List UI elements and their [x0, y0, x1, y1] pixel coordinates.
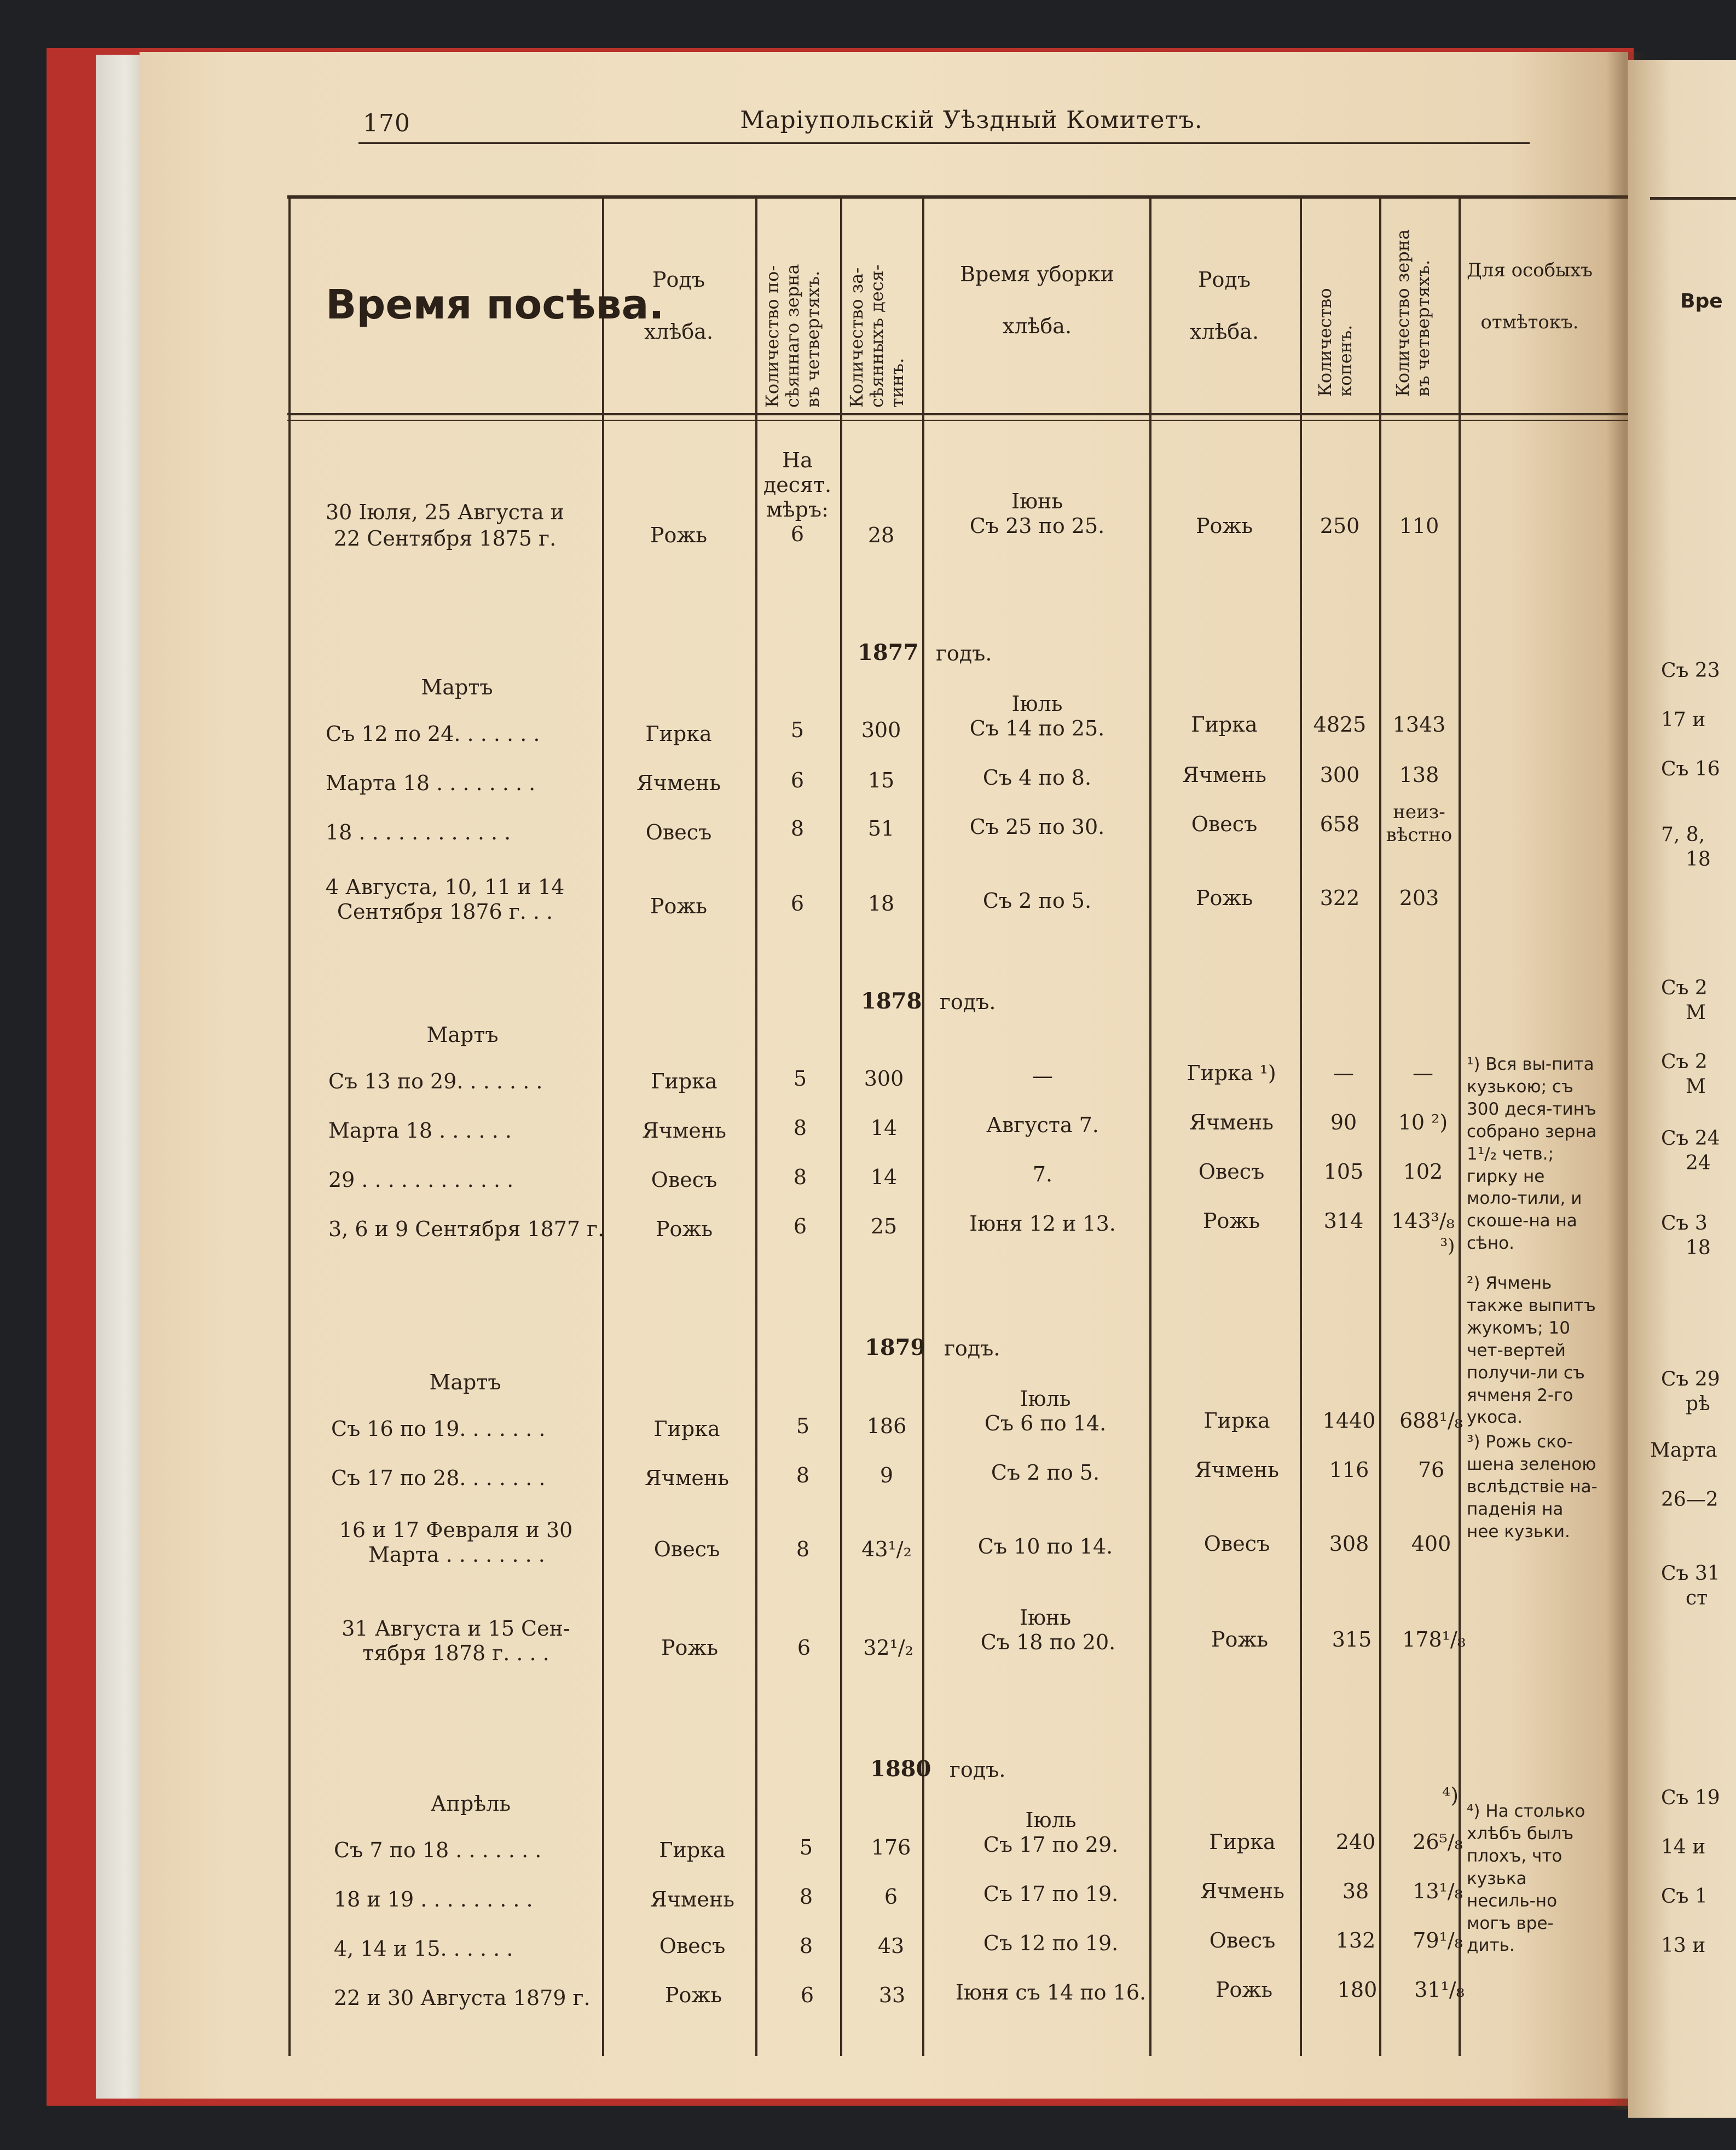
header-bottom-rule2	[287, 420, 1736, 421]
row-kopen: 132	[1335, 1928, 1376, 1952]
row-grain-qty: 31¹/₈	[1414, 1978, 1465, 2002]
facing-page-line: 13 и	[1661, 1934, 1706, 1957]
row-kopen: 250	[1320, 514, 1360, 538]
row-sowing-time: 18 и 19 . . . . . . . . .	[334, 1887, 533, 1911]
row-sowing-time: 3, 6 и 9 Сентября 1877 г.	[328, 1217, 605, 1241]
col-header-grain-kind: хлѣба.	[644, 320, 714, 344]
row-grain-qty: неиз-	[1393, 801, 1445, 823]
month-label: Апрѣль	[430, 1792, 511, 1816]
facing-page-line: 14 и	[1661, 1836, 1706, 1858]
row-dessiatines: 186	[866, 1414, 907, 1438]
row-grain-kind-2: Гирка ¹)	[1187, 1061, 1276, 1085]
col-divider	[602, 195, 604, 2056]
row-sowing-time: 4 Августа, 10, 11 и 14	[325, 875, 565, 899]
row-seed-qty: 6	[800, 1983, 814, 2007]
harvest-month-label: Іюль	[1025, 1808, 1077, 1832]
facing-page-line: Съ 19	[1661, 1787, 1720, 1809]
col-header-harvest-time: Время уборки	[960, 262, 1114, 286]
row-seed-qty: 5	[796, 1414, 810, 1438]
row-grain-qty: 400	[1411, 1532, 1451, 1556]
row-kopen: 90	[1330, 1110, 1357, 1134]
row-grain-qty: 1343	[1392, 712, 1446, 737]
row-seed-qty: 8	[796, 1463, 810, 1487]
row-seed-qty: 8	[799, 1885, 813, 1909]
row-harvest-time: Съ 25 по 30.	[969, 815, 1105, 839]
year-heading-suffix: годъ.	[940, 990, 996, 1014]
row-harvest-time: Съ 12 по 19.	[983, 1931, 1119, 1955]
row-sowing-time: Сентября 1876 г. . .	[337, 900, 553, 924]
row-seed-qty: 6	[790, 768, 805, 792]
footnote-2: ²) Ячмень также выпитъ жукомъ; 10 чет-вертей получи-ли съ ячменя 2-го укоса.	[1467, 1273, 1596, 1428]
row-grain-qty: —	[1413, 1061, 1433, 1085]
book-page	[140, 52, 1628, 2099]
row-sowing-time: 4, 14 и 15. . . . . .	[334, 1937, 513, 1961]
row-grain-qty: ³)	[1440, 1235, 1455, 1257]
year-heading-suffix: годъ.	[950, 1758, 1006, 1782]
facing-page-line: М	[1686, 1001, 1706, 1024]
row-kopen: 314	[1323, 1209, 1364, 1233]
row-grain-kind: Рожь	[661, 1636, 719, 1660]
facing-page-line: Съ 2	[1661, 1051, 1708, 1073]
row-grain-kind: Рожь	[655, 1217, 713, 1241]
col-header-grain-kind: Родъ	[652, 268, 705, 292]
row-harvest-time: Іюня съ 14 по 16.	[955, 1980, 1147, 2004]
row-harvest-time: —	[1032, 1064, 1053, 1088]
row-grain-kind: Ячмень	[642, 1119, 726, 1143]
row-kopen: 38	[1342, 1879, 1369, 1903]
row-grain-qty: 76	[1417, 1458, 1445, 1482]
footnote-marker: ⁴)	[1442, 1783, 1459, 1807]
row-grain-qty: 102	[1403, 1160, 1443, 1184]
row-harvest-time: Съ 2 по 5.	[982, 889, 1092, 913]
row-grain-qty: 110	[1399, 514, 1439, 538]
row-grain-kind: Овесъ	[651, 1168, 717, 1192]
row-grain-kind-2: Овесъ	[1198, 1160, 1265, 1184]
table-top-rule	[287, 195, 1736, 199]
row-grain-qty: 138	[1399, 763, 1439, 787]
row-grain-qty: 13¹/₈	[1413, 1879, 1463, 1903]
col-divider	[1300, 195, 1302, 2056]
year-heading-suffix: годъ.	[944, 1336, 1000, 1360]
col-divider	[1379, 195, 1381, 2056]
col-header-grain-qty: Количество зерна въ четвертяхъ.	[1392, 229, 1433, 397]
col-divider	[840, 195, 842, 2056]
harvest-month-label: Іюль	[1020, 1387, 1071, 1411]
row-seed-qty: 6	[790, 522, 805, 546]
facing-page-line: рѣ	[1686, 1393, 1710, 1415]
row-grain-kind-2: Ячмень	[1189, 1110, 1274, 1134]
row-seed-qty: 6	[797, 1636, 811, 1660]
row-sowing-time: 29 . . . . . . . . . . . .	[328, 1168, 514, 1192]
row-seed-qty: 6	[793, 1214, 807, 1238]
row-seed-qty: мѣръ:	[766, 497, 829, 521]
facing-page-line: Съ 31	[1661, 1562, 1720, 1585]
row-dessiatines: 9	[879, 1463, 894, 1487]
row-grain-kind-2: Рожь	[1202, 1209, 1260, 1233]
row-grain-kind: Ячмень	[650, 1887, 734, 1911]
row-harvest-time: Съ 4 по 8.	[982, 766, 1092, 790]
row-dessiatines: 14	[870, 1165, 898, 1189]
facing-page-line: Съ 3	[1661, 1212, 1708, 1235]
row-grain-kind-2: Овесъ	[1209, 1928, 1276, 1952]
row-grain-qty: 143³/₈	[1391, 1209, 1455, 1233]
facing-page-line: Съ 29	[1661, 1368, 1720, 1390]
row-seed-qty: десят.	[763, 473, 832, 497]
col-divider	[755, 195, 757, 2056]
row-dessiatines: 25	[870, 1214, 898, 1238]
row-grain-kind-2: Ячмень	[1200, 1879, 1284, 1903]
row-grain-kind-2: Гирка	[1191, 712, 1258, 737]
row-grain-kind: Овесъ	[645, 820, 712, 844]
header-bottom-rule	[287, 413, 1736, 415]
page-number: 170	[363, 109, 410, 137]
row-kopen: 322	[1320, 886, 1360, 910]
row-grain-kind-2: Рожь	[1195, 514, 1253, 538]
facing-page-line: 7, 8,	[1661, 824, 1705, 846]
row-grain-kind: Гирка	[659, 1838, 726, 1862]
row-harvest-time: Съ 18 по 20.	[980, 1630, 1116, 1654]
row-grain-kind: Ячмень	[645, 1466, 729, 1490]
row-dessiatines: 14	[870, 1116, 898, 1140]
row-grain-qty: 26⁵/₈	[1413, 1830, 1463, 1854]
col-header-harvest-time: хлѣба.	[1002, 314, 1072, 338]
footnote-3: ³) Рожь ско-шена зеленою вслѣдствіе на-паденія на нее кузьки.	[1467, 1432, 1598, 1541]
facing-page-line: Съ 23	[1661, 659, 1720, 682]
col-divider	[1459, 195, 1461, 2056]
row-sowing-time: Марта 18 . . . . . .	[328, 1119, 512, 1143]
row-grain-kind: Ячмень	[636, 771, 721, 795]
row-kopen: 240	[1335, 1830, 1376, 1854]
facing-page-line: Съ 2	[1661, 977, 1708, 999]
col-header-seed-qty: Количество по- сѣяннаго зерна въ четвертяхъ.	[762, 264, 823, 408]
col-divider	[288, 195, 291, 2056]
row-seed-qty: 8	[790, 816, 805, 841]
page-edge-strip	[96, 55, 145, 2099]
year-heading: 1877	[858, 640, 919, 665]
row-harvest-time: Съ 10 по 14.	[977, 1534, 1113, 1558]
row-harvest-month: Іюнь	[1011, 489, 1063, 513]
row-harvest-time: Съ 17 по 29.	[983, 1833, 1119, 1857]
facing-page-line: М	[1686, 1075, 1706, 1098]
row-seed-qty: 8	[799, 1934, 813, 1958]
row-dessiatines: 176	[871, 1835, 911, 1859]
col-header-grain-kind-2: Родъ	[1197, 268, 1251, 292]
row-grain-kind-2: Овесъ	[1191, 812, 1258, 836]
col-divider	[1149, 195, 1151, 2056]
row-dessiatines: 18	[867, 891, 895, 915]
row-harvest-time: Съ 23 по 25.	[969, 514, 1105, 538]
col-header-remarks: отмѣтокъ.	[1480, 311, 1579, 333]
row-dessiatines: 6	[884, 1885, 898, 1909]
month-label: Мартъ	[426, 1023, 499, 1047]
row-kopen: —	[1333, 1061, 1354, 1085]
row-sowing-time: Съ 12 по 24. . . . . . .	[326, 722, 540, 746]
row-dessiatines: 15	[867, 768, 895, 792]
row-sowing-time: Съ 7 по 18 . . . . . . .	[334, 1838, 542, 1862]
row-sowing-time: Съ 16 по 19. . . . . . .	[331, 1417, 546, 1441]
harvest-month-label: Іюнь	[1019, 1606, 1072, 1630]
row-sowing-time: 31 Августа и 15 Сен-	[342, 1616, 570, 1641]
row-grain-qty: вѣстно	[1386, 824, 1453, 846]
row-grain-kind: Гирка	[653, 1417, 720, 1441]
row-grain-kind-2: Овесъ	[1203, 1532, 1270, 1556]
row-sowing-time: Съ 13 по 29. . . . . . .	[328, 1069, 543, 1093]
row-harvest-time: Съ 6 по 14.	[984, 1411, 1107, 1435]
footnote-1: ¹) Вся вы-пита кузькою; съ 300 деся-тинъ собрано зерна 1¹/₂ четв.; гирку не моло-тили, и скоше-на на сѣно.	[1467, 1054, 1597, 1254]
footnote-4: ⁴) На столько хлѣбъ былъ плохъ, что кузька несиль-но могъ вре-дить.	[1467, 1801, 1585, 1956]
header-rule	[358, 142, 1530, 144]
row-grain-kind: Рожь	[650, 894, 708, 918]
row-kopen: 105	[1323, 1160, 1364, 1184]
row-grain-kind: Гирка	[651, 1069, 717, 1093]
facing-page-line: Съ 24	[1661, 1127, 1720, 1150]
year-heading: 1880	[870, 1756, 931, 1782]
facing-page-line: Марта	[1650, 1439, 1717, 1462]
facing-page-heading: Вре	[1680, 290, 1723, 312]
row-kopen: 180	[1337, 1978, 1378, 2002]
row-grain-kind-2: Рожь	[1195, 886, 1253, 910]
row-seed-qty: 5	[793, 1067, 807, 1091]
row-seed-qty: 8	[796, 1537, 810, 1561]
row-grain-kind-2: Ячмень	[1195, 1458, 1279, 1482]
col-header-grain-kind-2: хлѣба.	[1189, 320, 1259, 344]
row-kopen: 300	[1320, 763, 1360, 787]
row-grain-kind-2: Гирка	[1203, 1409, 1270, 1433]
month-label: Мартъ	[421, 675, 493, 699]
row-grain-kind: Рожь	[664, 1983, 722, 2007]
row-kopen: 658	[1320, 812, 1360, 836]
facing-page-line: 24	[1686, 1152, 1711, 1174]
row-dessiatines: 51	[867, 816, 895, 841]
row-grain-qty: 79¹/₈	[1413, 1928, 1463, 1952]
row-seed-qty: 8	[793, 1165, 807, 1189]
row-grain-kind-2: Рожь	[1215, 1978, 1273, 2002]
row-sowing-time: 30 Іюля, 25 Августа и	[325, 500, 565, 524]
facing-page-line: Съ 1	[1661, 1885, 1708, 1908]
row-grain-qty: 688¹/₈	[1399, 1409, 1463, 1433]
facing-page-rule	[1650, 197, 1736, 200]
row-sowing-time: 22 Сентября 1875 г.	[333, 526, 557, 550]
row-grain-kind: Гирка	[645, 722, 712, 746]
row-grain-kind: Рожь	[650, 523, 708, 547]
row-grain-qty: 178¹/₈	[1402, 1627, 1466, 1651]
row-kopen: 1440	[1322, 1409, 1376, 1433]
row-harvest-time: Августа 7.	[986, 1113, 1099, 1137]
row-seed-qty: 8	[793, 1116, 807, 1140]
year-heading: 1879	[865, 1335, 926, 1360]
row-harvest-time: Съ 17 по 19.	[983, 1882, 1119, 1906]
facing-page-line: 26—2	[1661, 1488, 1718, 1511]
facing-page-line: Съ 16	[1661, 758, 1720, 780]
row-harvest-time: Съ 2 по 5.	[991, 1461, 1100, 1485]
row-seed-qty: 5	[790, 718, 805, 742]
facing-page-line: 18	[1686, 1237, 1711, 1259]
month-label: Мартъ	[429, 1370, 501, 1394]
row-grain-kind: Овесъ	[659, 1934, 726, 1958]
row-dessiatines: 32¹/₂	[863, 1636, 913, 1660]
row-kopen: 116	[1329, 1458, 1369, 1482]
facing-page-line: 18	[1686, 848, 1711, 871]
row-kopen: 4825	[1313, 712, 1367, 737]
facing-page-edge	[1628, 60, 1736, 2118]
row-sowing-time: 16 и 17 Февраля и 30	[339, 1518, 573, 1542]
row-sowing-time: тября 1878 г. . . .	[362, 1641, 549, 1665]
row-dessiatines: 28	[867, 523, 895, 547]
year-heading: 1878	[861, 988, 922, 1014]
year-heading-suffix: годъ.	[936, 641, 992, 665]
row-dessiatines: 43	[877, 1934, 905, 1958]
row-grain-kind-2: Рожь	[1211, 1627, 1269, 1651]
col-header-kopen: Количество копенъ.	[1315, 288, 1356, 397]
row-dessiatines: 300	[861, 718, 901, 742]
row-kopen: 308	[1329, 1532, 1369, 1556]
running-title: Маріупольскій Уѣздный Комитетъ.	[740, 106, 1203, 134]
row-sowing-time: Марта 18 . . . . . . . .	[326, 771, 536, 795]
row-seed-qty: 5	[799, 1835, 813, 1859]
row-kopen: 315	[1332, 1627, 1372, 1651]
row-sowing-time: 18 . . . . . . . . . . . .	[326, 820, 511, 844]
row-seed-qty: 6	[790, 891, 805, 915]
row-grain-kind-2: Ячмень	[1182, 763, 1266, 787]
row-dessiatines: 43¹/₂	[861, 1537, 912, 1561]
row-dessiatines: 33	[878, 1983, 906, 2007]
row-dessiatines: 300	[864, 1067, 904, 1091]
row-grain-kind: Овесъ	[653, 1537, 720, 1561]
row-sowing-time: 22 и 30 Августа 1879 г.	[334, 1986, 591, 2010]
row-sowing-time: Марта . . . . . . . .	[368, 1543, 545, 1567]
row-sowing-time: Съ 17 по 28. . . . . . .	[331, 1466, 546, 1490]
row-seed-qty: На	[782, 448, 813, 472]
facing-page-line: ст	[1686, 1587, 1708, 1609]
col-header-remarks: Для особыхъ	[1467, 259, 1593, 281]
row-grain-qty: 203	[1399, 886, 1439, 910]
harvest-month-label: Іюль	[1011, 692, 1063, 716]
row-harvest-time: Съ 14 по 25.	[969, 716, 1105, 740]
col-header-sowing-time: Время посѣва.	[326, 281, 664, 328]
row-grain-kind-2: Гирка	[1209, 1830, 1276, 1854]
row-grain-qty: 10 ²)	[1398, 1110, 1448, 1134]
col-header-dessiatines: Количество за- сѣянныхъ деся- тинъ.	[846, 264, 907, 408]
row-harvest-time: Іюня 12 и 13.	[969, 1212, 1116, 1236]
facing-page-line: 17 и	[1661, 709, 1706, 731]
row-harvest-time: 7.	[1032, 1162, 1053, 1186]
